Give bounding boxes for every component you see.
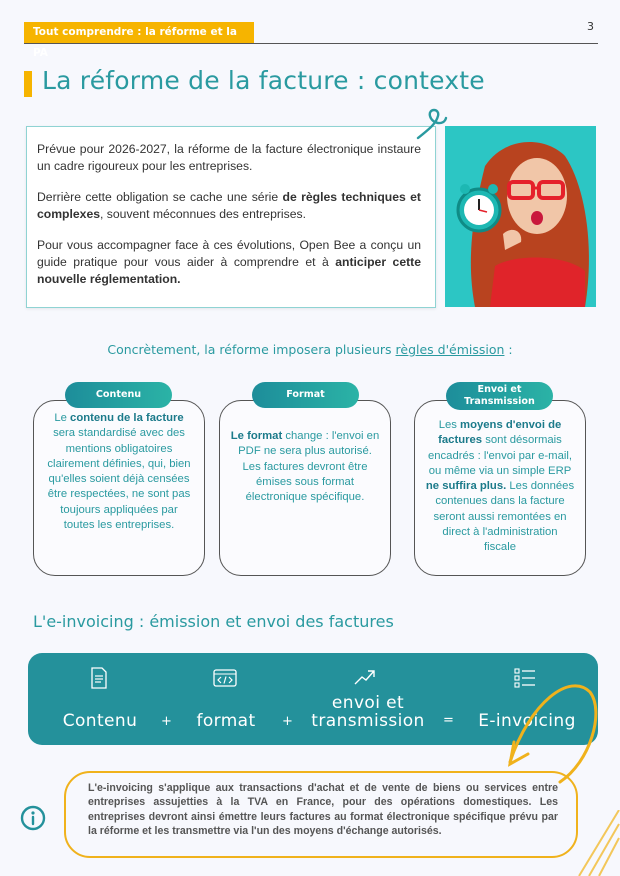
rules-subtitle: Concrètement, la réforme imposera plusieurs règles d'émission : bbox=[107, 342, 513, 357]
formula-word-format: format bbox=[196, 711, 256, 731]
intro-paragraph-3: Pour vous accompagner face à ces évolutions, Open Bee a conçu un guide pratique pour vous aider à comprendre et à anticiper cette nouvelle réglementation. bbox=[37, 238, 422, 286]
e-invoicing-section-title: L'e-invoicing : émission et envoi des factures bbox=[33, 612, 394, 631]
formula-plus-2: + bbox=[282, 714, 293, 729]
pill-format: Format bbox=[252, 382, 359, 408]
info-icon bbox=[20, 805, 46, 831]
intro-paragraph-2: Derrière cette obligation se cache une série de règles techniques et complexes, souvent méconnues des entreprises. bbox=[37, 190, 421, 221]
intro-box bbox=[26, 126, 436, 308]
info-box-text: L'e-invoicing s'applique aux transactions d'achat et de vente de biens ou services entre entreprises assujetties à la TVA en France, pour des opérations domestiques. Les entreprises devront ainsi émettre leurs factures au format électronique spécifique prévu par la réforme et les transmettre via l'un des moyens d'échange autorisés. bbox=[64, 771, 578, 858]
pill-contenu: Contenu bbox=[65, 382, 172, 408]
code-window-icon bbox=[213, 669, 237, 687]
header-section-tag: Tout comprendre : la réforme et la PA bbox=[24, 22, 254, 43]
page-title: La réforme de la facture : contexte bbox=[42, 66, 485, 95]
card-format-text: Le format change : l'envoi en PDF ne sera plus autorisé. Les factures devront être émises sous format électronique spécifique. bbox=[230, 430, 380, 504]
page-number: 3 bbox=[587, 20, 594, 33]
formula-plus-1: + bbox=[161, 714, 172, 729]
card-envoi-transmission bbox=[414, 400, 586, 576]
title-accent-bar bbox=[24, 71, 32, 97]
pill-envoi-transmission: Envoi et Transmission bbox=[446, 382, 553, 410]
header-divider bbox=[24, 43, 598, 44]
corner-stripes-decoration-icon bbox=[575, 810, 620, 876]
intro-paragraph-1: Prévue pour 2026-2027, la réforme de la facture électronique instaure un cadre rigoureux pour les entreprises. bbox=[37, 142, 421, 173]
formula-word-e-invoicing: E-invoicing bbox=[478, 711, 576, 731]
woman-with-alarm-clock-photo bbox=[445, 126, 596, 307]
formula-equals: = bbox=[443, 713, 454, 728]
card-contenu bbox=[33, 400, 205, 576]
formula-word-envoi-transmission: envoi et transmission bbox=[311, 693, 425, 731]
card-format bbox=[219, 400, 391, 576]
card-envoi-text: Les moyens d'envoi de factures sont désormais encadrés : l'envoi par e-mail, ou même via un simple ERP ne suffira plus. Les données contenues dans la facture seront aussi remontées en direct à l'administration fiscale bbox=[425, 419, 575, 554]
card-contenu-text: Le contenu de la facture sera standardisé avec des mentions obligatoires clairement définies, qui, bien qu'elles soient déjà censées être respectées, ne sont pas toujours appliquées par toutes les entreprises. bbox=[47, 412, 191, 532]
rules-link[interactable]: règles d'émission bbox=[395, 342, 505, 357]
document-icon bbox=[90, 667, 108, 689]
trend-arrow-icon bbox=[354, 668, 376, 686]
formula-word-contenu: Contenu bbox=[62, 711, 138, 731]
